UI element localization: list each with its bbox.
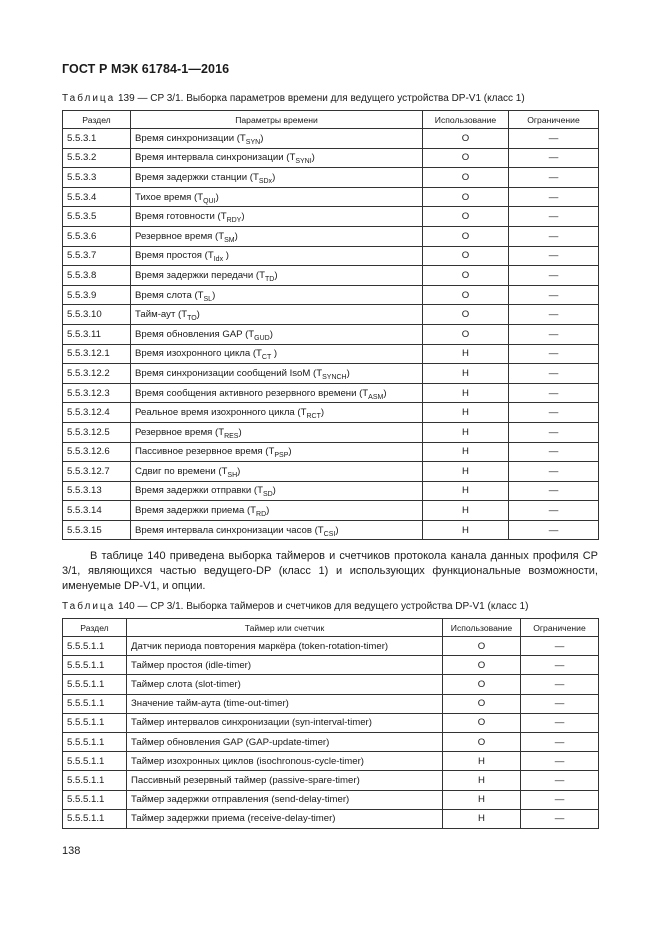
parameter-cell <box>131 285 423 305</box>
table-caption-text: 139 — CP 3/1. Выборка параметров времени для ведущего устройства DP-V1 (класс 1) <box>118 93 525 104</box>
parameter-name: Время задержки приема (T <box>135 505 257 517</box>
parameter-cell <box>131 364 423 384</box>
parameter-cell <box>131 481 423 501</box>
limit-cell: — <box>509 168 599 188</box>
parameter-tail: ) <box>234 230 238 242</box>
parameter-cell <box>131 442 423 462</box>
usage-cell: O <box>443 637 521 656</box>
parameter-cell <box>131 226 423 246</box>
parameter-cell <box>131 324 423 344</box>
parameter-cell <box>131 403 423 423</box>
parameter-cell <box>131 246 423 266</box>
parameter-name: Время изохронного цикла (T <box>135 348 262 360</box>
usage-cell: H <box>423 403 509 423</box>
parameter-cell <box>131 266 423 286</box>
usage-cell: O <box>423 246 509 266</box>
table-row <box>63 637 599 656</box>
table-row <box>63 226 599 246</box>
table-row <box>63 694 599 713</box>
parameter-name: Время сообщения активного резервного времени (T <box>135 387 369 399</box>
table-row <box>63 790 599 809</box>
section-cell: 5.5.3.12.5 <box>63 422 131 442</box>
usage-cell: O <box>443 675 521 694</box>
parameter-tail: ) <box>260 132 264 144</box>
parameter-tail: ) <box>238 426 242 438</box>
table-row <box>63 713 599 732</box>
table-row <box>63 207 599 227</box>
usage-cell: H <box>423 364 509 384</box>
limit-cell: — <box>509 148 599 168</box>
table-row <box>63 422 599 442</box>
parameter-cell <box>131 422 423 442</box>
limit-cell: — <box>509 305 599 325</box>
column-header-limit: Ограничение <box>509 111 599 129</box>
parameter-tail: ) <box>274 269 278 281</box>
timer-cell: Таймер простоя (idle-timer) <box>127 656 443 675</box>
table-row <box>63 344 599 364</box>
section-cell: 5.5.3.12.2 <box>63 364 131 384</box>
table-caption-text: 140 — CP 3/1. Выборка таймеров и счетчиков для ведущего устройства DP-V1 (класс 1) <box>118 601 529 612</box>
parameter-name: Время простоя (T <box>135 250 214 262</box>
usage-cell: O <box>443 732 521 751</box>
table-row <box>63 383 599 403</box>
parameter-cell <box>131 462 423 482</box>
parameter-name: Время синхронизации (T <box>135 132 246 144</box>
parameter-name: Тайм-аут (T <box>135 309 188 321</box>
parameter-subscript: RCT <box>306 413 321 421</box>
parameter-name: Время задержки отправки (T <box>135 485 263 497</box>
limit-cell: — <box>521 790 599 809</box>
table-row <box>63 266 599 286</box>
limit-cell: — <box>509 207 599 227</box>
usage-cell: H <box>423 442 509 462</box>
timer-cell: Датчик периода повторения маркёра (token-rotation-timer) <box>127 637 443 656</box>
section-cell: 5.5.3.12.1 <box>63 344 131 364</box>
section-cell: 5.5.3.3 <box>63 168 131 188</box>
usage-cell: H <box>443 790 521 809</box>
limit-cell: — <box>509 520 599 540</box>
document-header: ГОСТ Р МЭК 61784-1—2016 <box>62 62 230 76</box>
parameter-subscript: TO <box>187 315 197 323</box>
page-number: 138 <box>62 845 81 857</box>
section-cell: 5.5.3.2 <box>63 148 131 168</box>
parameter-cell <box>131 520 423 540</box>
timer-cell: Значение тайм-аута (time-out-timer) <box>127 694 443 713</box>
parameter-tail: ) <box>320 407 325 419</box>
section-cell: 5.5.3.4 <box>63 187 131 207</box>
parameter-cell <box>131 344 423 364</box>
usage-cell: O <box>443 656 521 675</box>
usage-cell: H <box>423 501 509 521</box>
parameter-tail: ) <box>288 446 292 458</box>
table-row <box>63 752 599 771</box>
parameter-subscript: RDY <box>226 217 242 225</box>
parameter-name: Резервное время (T <box>135 426 225 438</box>
parameter-subscript: QUI <box>203 197 216 205</box>
parameter-name: Время готовности (T <box>135 211 227 223</box>
table-row <box>63 481 599 501</box>
parameter-subscript: Idx <box>213 256 224 264</box>
parameter-name: Время интервала синхронизации (T <box>135 152 296 164</box>
parameter-name: Пассивное резервное время (T <box>135 446 275 458</box>
limit-cell: — <box>521 809 599 828</box>
parameter-tail: ) <box>272 171 276 183</box>
limit-cell: — <box>509 364 599 384</box>
parameter-name: Время синхронизации сообщений IsoM (T <box>135 367 323 379</box>
table-row <box>63 520 599 540</box>
usage-cell: H <box>443 752 521 771</box>
table-row <box>63 732 599 751</box>
parameter-name: Время задержки станции (T <box>135 171 259 183</box>
parameter-subscript: SYNCH <box>322 373 347 381</box>
section-cell: 5.5.3.10 <box>63 305 131 325</box>
usage-cell: O <box>443 694 521 713</box>
table-row <box>63 442 599 462</box>
timer-cell: Таймер обновления GAP (GAP-update-timer) <box>127 732 443 751</box>
section-cell: 5.5.3.12.7 <box>63 462 131 482</box>
timer-cell: Таймер изохронных циклов (isochronous-cycle-timer) <box>127 752 443 771</box>
section-cell: 5.5.5.1.1 <box>63 694 127 713</box>
timer-cell: Таймер интервалов синхронизации (syn-interval-timer) <box>127 713 443 732</box>
parameter-tail: ) <box>346 367 350 379</box>
parameter-name: Тихое время (T <box>135 191 204 203</box>
timer-cell: Таймер задержки приема (receive-delay-timer) <box>127 809 443 828</box>
parameter-subscript: RES <box>224 432 239 440</box>
timers-counters-table <box>62 618 599 829</box>
limit-cell: — <box>521 713 599 732</box>
parameter-subscript: SL <box>203 295 213 303</box>
limit-cell: — <box>509 481 599 501</box>
limit-cell: — <box>509 226 599 246</box>
column-header-usage: Использование <box>423 111 509 129</box>
section-cell: 5.5.3.12.6 <box>63 442 131 462</box>
limit-cell: — <box>521 675 599 694</box>
parameter-subscript: SYNI <box>295 158 312 166</box>
limit-cell: — <box>509 246 599 266</box>
parameter-subscript: TD <box>264 275 275 283</box>
table-row <box>63 305 599 325</box>
limit-cell: — <box>509 344 599 364</box>
usage-cell: O <box>423 168 509 188</box>
parameter-subscript: GUD <box>254 334 270 342</box>
parameter-tail: ) <box>272 485 276 497</box>
limit-cell: — <box>521 637 599 656</box>
timer-cell: Таймер слота (slot-timer) <box>127 675 443 694</box>
section-cell: 5.5.3.14 <box>63 501 131 521</box>
table-row <box>63 462 599 482</box>
limit-cell: — <box>509 266 599 286</box>
table-row <box>63 148 599 168</box>
parameter-tail: ) <box>241 211 245 223</box>
usage-cell: O <box>423 285 509 305</box>
parameter-tail: ) <box>311 152 315 164</box>
section-cell: 5.5.5.1.1 <box>63 752 127 771</box>
limit-cell: — <box>509 187 599 207</box>
table-header-row <box>63 619 599 637</box>
section-cell: 5.5.3.12.3 <box>63 383 131 403</box>
section-cell: 5.5.3.7 <box>63 246 131 266</box>
usage-cell: O <box>423 226 509 246</box>
parameter-subscript: SYN <box>245 138 261 146</box>
limit-cell: — <box>521 771 599 790</box>
table-row <box>63 168 599 188</box>
limit-cell: — <box>521 752 599 771</box>
parameter-subscript: SM <box>224 236 235 244</box>
table-row <box>63 675 599 694</box>
table-row <box>63 324 599 344</box>
limit-cell: — <box>509 422 599 442</box>
section-cell: 5.5.5.1.1 <box>63 790 127 809</box>
table-row <box>63 364 599 384</box>
usage-cell: H <box>423 344 509 364</box>
usage-cell: H <box>423 383 509 403</box>
column-header-usage: Использование <box>443 619 521 637</box>
parameter-subscript: CSI <box>323 530 336 538</box>
column-header-limit: Ограничение <box>521 619 599 637</box>
parameter-cell <box>131 501 423 521</box>
parameter-cell <box>131 187 423 207</box>
table-header-row <box>63 111 599 129</box>
section-cell: 5.5.5.1.1 <box>63 656 127 675</box>
parameter-name: Время слота (T <box>135 289 204 301</box>
parameter-tail: ) <box>269 328 273 340</box>
parameter-tail: ) <box>215 191 219 203</box>
limit-cell: — <box>509 501 599 521</box>
section-cell: 5.5.3.12.4 <box>63 403 131 423</box>
limit-cell: — <box>521 694 599 713</box>
usage-cell: O <box>423 324 509 344</box>
section-cell: 5.5.5.1.1 <box>63 675 127 694</box>
parameter-subscript: SDx <box>258 177 273 185</box>
parameter-subscript: CT <box>261 354 272 362</box>
usage-cell: H <box>423 462 509 482</box>
column-header-section: Раздел <box>63 111 131 129</box>
parameter-tail: ) <box>271 348 278 360</box>
table-row <box>63 285 599 305</box>
limit-cell: — <box>509 324 599 344</box>
section-cell: 5.5.3.13 <box>63 481 131 501</box>
limit-cell: — <box>509 403 599 423</box>
table-140-caption <box>62 601 528 612</box>
table-row <box>63 129 599 149</box>
usage-cell: O <box>443 713 521 732</box>
table-row <box>63 187 599 207</box>
limit-cell: — <box>509 285 599 305</box>
table-row <box>63 501 599 521</box>
table-label: Таблица <box>62 601 116 612</box>
parameter-name: Время задержки передачи (T <box>135 269 265 281</box>
section-cell: 5.5.5.1.1 <box>63 809 127 828</box>
column-header-parameter: Параметры времени <box>131 111 423 129</box>
timer-cell: Пассивный резервный таймер (passive-spare-timer) <box>127 771 443 790</box>
parameter-name: Сдвиг по времени (T <box>135 465 228 477</box>
parameter-name: Время интервала синхронизации часов (T <box>135 524 324 536</box>
limit-cell: — <box>509 462 599 482</box>
parameter-subscript: ASM <box>368 393 384 401</box>
section-cell: 5.5.3.6 <box>63 226 131 246</box>
table-row <box>63 656 599 675</box>
section-cell: 5.5.5.1.1 <box>63 771 127 790</box>
section-cell: 5.5.3.15 <box>63 520 131 540</box>
parameter-tail: ) <box>383 387 387 399</box>
limit-cell: — <box>509 129 599 149</box>
usage-cell: O <box>423 148 509 168</box>
parameter-tail: ) <box>223 250 229 262</box>
parameter-cell <box>131 129 423 149</box>
parameter-cell <box>131 383 423 403</box>
table-row <box>63 403 599 423</box>
parameter-name: Время обновления GAP (T <box>135 328 255 340</box>
column-header-section: Раздел <box>63 619 127 637</box>
parameter-cell <box>131 168 423 188</box>
limit-cell: — <box>509 442 599 462</box>
parameter-tail: ) <box>237 465 241 477</box>
section-cell: 5.5.3.8 <box>63 266 131 286</box>
usage-cell: O <box>423 187 509 207</box>
section-cell: 5.5.3.11 <box>63 324 131 344</box>
timer-cell: Таймер задержки отправления (send-delay-timer) <box>127 790 443 809</box>
parameter-subscript: PSP <box>274 452 289 460</box>
table-row <box>63 809 599 828</box>
section-cell: 5.5.3.1 <box>63 129 131 149</box>
column-header-timer: Таймер или счетчик <box>127 619 443 637</box>
limit-cell: — <box>521 732 599 751</box>
usage-cell: H <box>423 481 509 501</box>
table-row <box>63 771 599 790</box>
parameter-subscript: RD <box>256 511 267 519</box>
section-cell: 5.5.5.1.1 <box>63 637 127 656</box>
parameter-subscript: SD <box>262 491 273 499</box>
body-paragraph: В таблице 140 приведена выборка таймеров и счетчиков протокола канала данных профиля CP 3/1, являющихся частью ведущего-DP (класс 1) и использующих функциональные возможности, именуемые DP-V1, и опции. <box>62 550 598 592</box>
table-label: Таблица <box>62 93 116 104</box>
usage-cell: H <box>443 771 521 790</box>
parameter-cell <box>131 207 423 227</box>
parameter-subscript: SH <box>227 471 238 479</box>
usage-cell: H <box>443 809 521 828</box>
usage-cell: O <box>423 266 509 286</box>
section-cell: 5.5.3.5 <box>63 207 131 227</box>
parameter-name: Реальное время изохронного цикла (T <box>135 407 307 419</box>
usage-cell: O <box>423 207 509 227</box>
table-row <box>63 246 599 266</box>
parameter-tail: ) <box>335 524 339 536</box>
timing-parameters-table <box>62 110 599 540</box>
usage-cell: H <box>423 520 509 540</box>
parameter-cell <box>131 148 423 168</box>
limit-cell: — <box>509 383 599 403</box>
section-cell: 5.5.5.1.1 <box>63 732 127 751</box>
parameter-tail: ) <box>266 505 270 517</box>
parameter-cell <box>131 305 423 325</box>
parameter-tail: ) <box>196 309 200 321</box>
section-cell: 5.5.5.1.1 <box>63 713 127 732</box>
limit-cell: — <box>521 656 599 675</box>
parameter-name: Резервное время (T <box>135 230 225 242</box>
usage-cell: O <box>423 305 509 325</box>
usage-cell: H <box>423 422 509 442</box>
section-cell: 5.5.3.9 <box>63 285 131 305</box>
table-139-caption <box>62 93 525 104</box>
usage-cell: O <box>423 129 509 149</box>
parameter-tail: ) <box>212 289 216 301</box>
